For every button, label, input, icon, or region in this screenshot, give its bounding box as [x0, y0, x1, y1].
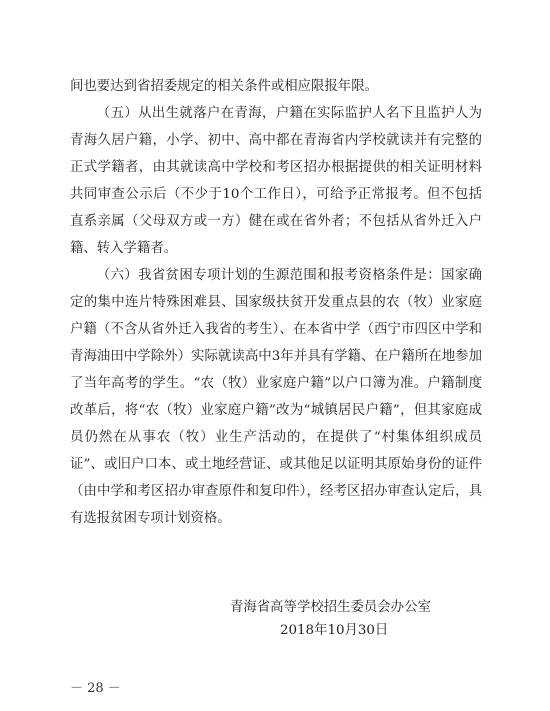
- continuation-paragraph: 间也要达到省招委规定的相关条件或相应限报年限。: [70, 79, 378, 94]
- page-number: － 28 －: [70, 681, 121, 696]
- issuing-office: 青海省高等学校招生委员会办公室: [230, 600, 431, 615]
- paragraph-five: （五）从出生就落户在青海，户籍在实际监护人名下且监护人为青海久居户籍，小学、初中、高中都在青海省内学校就读并有完整的正式学籍者，由其就读高中学校和考区招办根据提供的相关证明材料共同审查公示后（不少于10个工作日），可给予正常报考。但不包括直系亲属（父母双方或一方）健在或在省外者；不包括从省外迁入户籍、转入学籍者。: [70, 106, 482, 256]
- paragraph-six: （六）我省贫困专项计划的生源范围和报考资格条件是：国家确定的集中连片特殊困难县、国家级扶贫开发重点县的农（牧）业家庭户籍（不含从省外迁入我省的考生）、在本省中学（西宁市四区中学和青海油田中学除外）实际就读高中3年并具有学籍、在户籍所在地参加了当年高考的学生。“农（牧）业家庭户籍”以户口簿为准。户籍制度改革后，将“农（牧）业家庭户籍”改为“城镇居民户籍”，但其家庭成员仍然在从事农（牧）业生产活动的，在提供了“村集体组织成员证”、或旧户口本、或土地经营证、或其他足以证明其原始身份的证件（由中学和考区招办审查原件和复印件），经考区招办审查认定后，具有选报贫困专项计划资格。: [70, 268, 482, 526]
- issue-date: 2018年10月30日: [280, 623, 389, 638]
- signature-block: [70, 596, 482, 642]
- document-body: [70, 73, 482, 532]
